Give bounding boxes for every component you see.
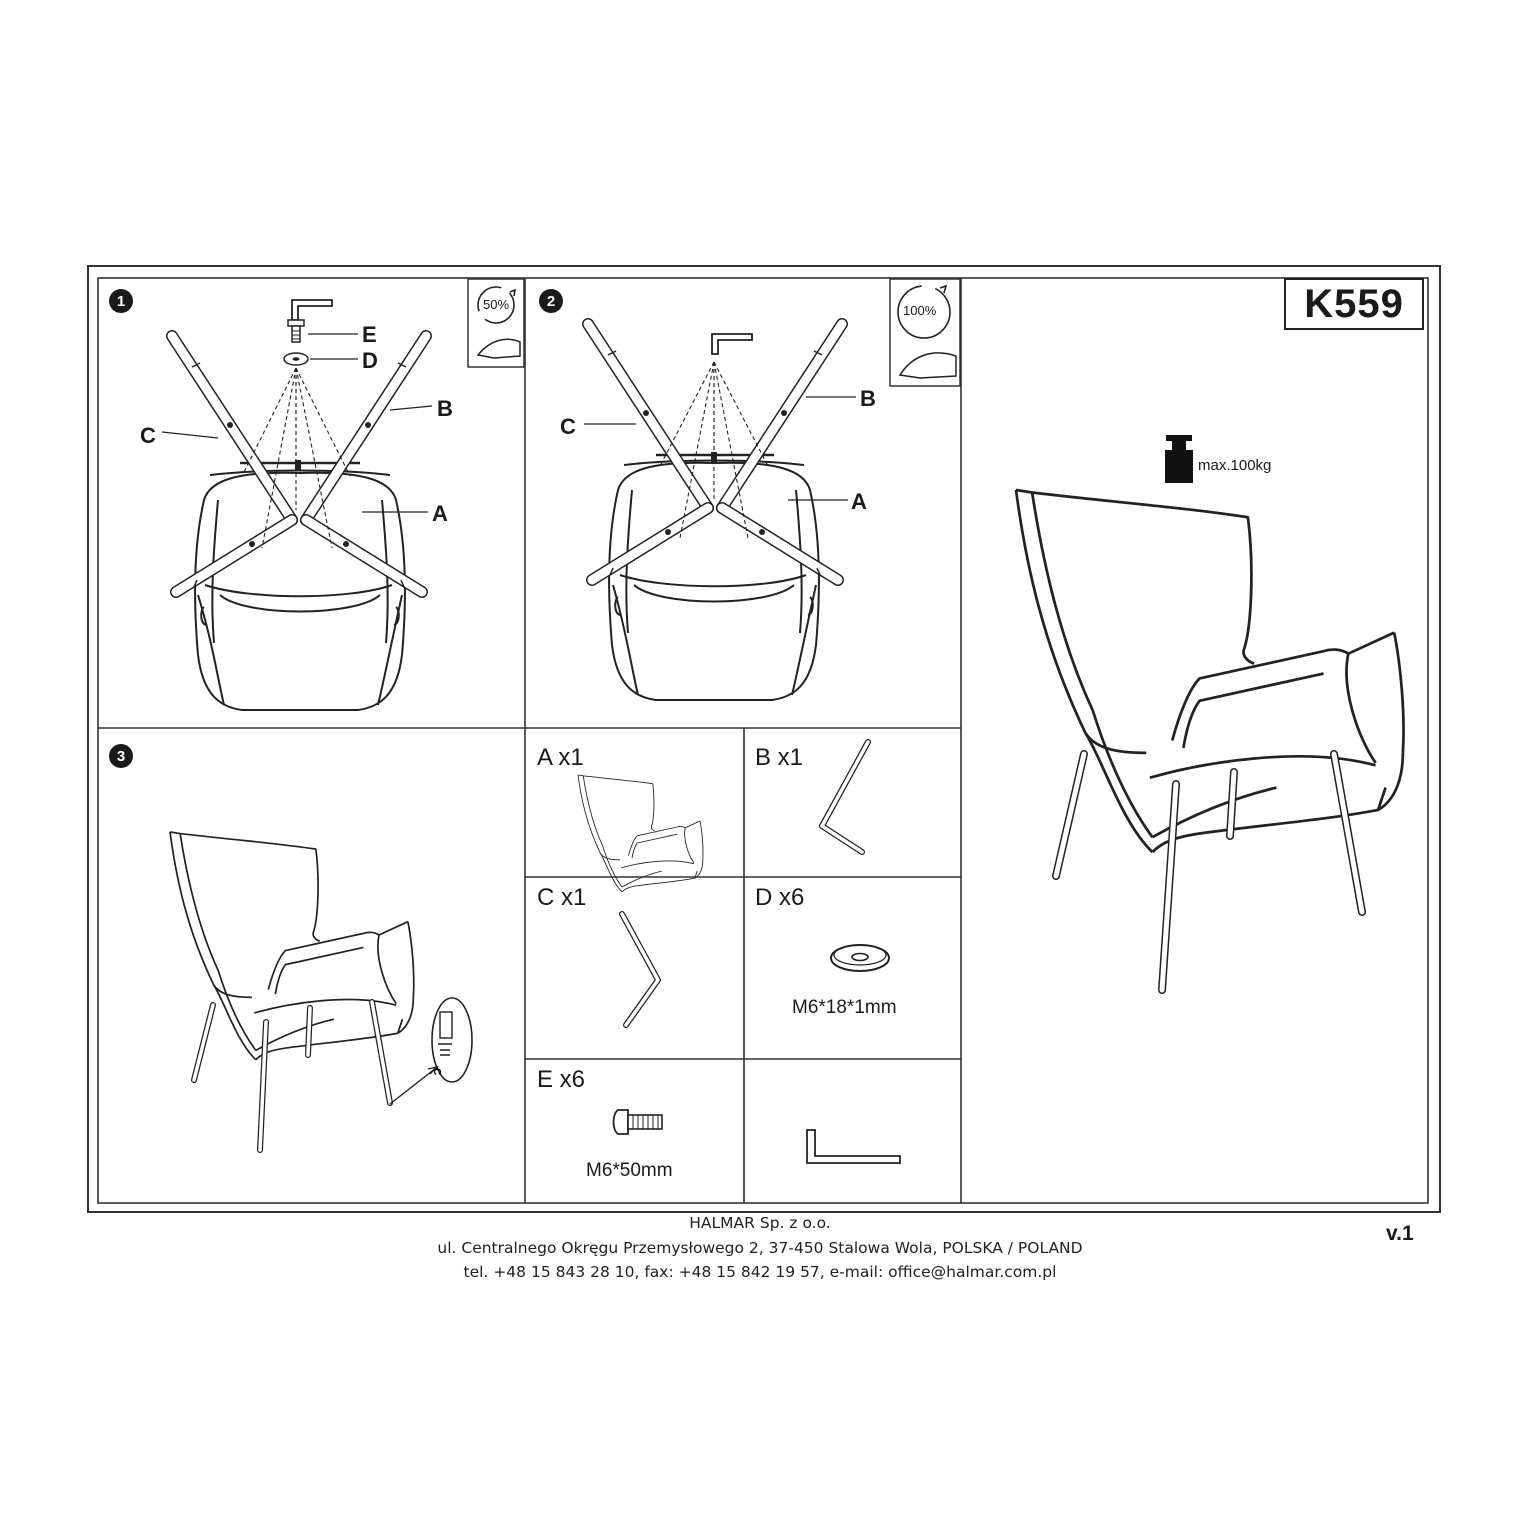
tighten-50-label: 50% [483, 297, 510, 312]
tighten-100-box [890, 279, 960, 386]
max-load-label: max.100kg [1198, 457, 1272, 474]
footer-company: HALMAR Sp. z o.o. [689, 1214, 831, 1232]
part-d-label: D x6 [755, 884, 805, 911]
callout-b: B [437, 396, 453, 421]
part-c-illustration [622, 914, 658, 1025]
finished-chair [1016, 435, 1404, 990]
callout-d: D [362, 348, 378, 373]
step2-illustration [584, 279, 960, 700]
callout-a: A [432, 501, 448, 526]
step-2-number: 2 [539, 289, 563, 313]
part-c-label: C x1 [537, 884, 587, 911]
part-b-label: B x1 [755, 744, 804, 771]
part-b-illustration [822, 742, 868, 852]
footer-contact: tel. +48 15 843 28 10, fax: +48 15 842 19 57, e-mail: office@halmar.com.pl [463, 1263, 1057, 1281]
callout-b: B [860, 386, 876, 411]
hand-icon [900, 353, 956, 378]
part-e-label: E x6 [537, 1066, 586, 1093]
callout-a: A [851, 489, 867, 514]
model-number: K559 [1284, 278, 1424, 330]
svg-text:C: C [431, 1068, 442, 1076]
weight-icon [1165, 435, 1193, 483]
callout-c: C [560, 414, 576, 439]
step3-illustration [170, 832, 472, 1150]
step-1-number: 1 [109, 289, 133, 313]
part-a-label: A x1 [537, 744, 584, 771]
screw-icon [614, 1110, 663, 1134]
callout-c: C [140, 423, 156, 448]
callout-e: E [362, 322, 377, 347]
version-label: v.1 [1386, 1222, 1414, 1245]
hex-key-icon [292, 300, 332, 320]
step1-illustration [162, 279, 524, 710]
step-3-number: 3 [109, 744, 133, 768]
washer-icon [831, 945, 889, 971]
hex-key-part-icon [807, 1130, 900, 1163]
footer-address: ul. Centralnego Okręgu Przemysłowego 2, 37-450 Stalowa Wola, POLSKA / POLAND [437, 1239, 1083, 1257]
tighten-100-label: 100% [903, 303, 937, 318]
part-d-spec: M6*18*1mm [792, 997, 897, 1018]
part-e-spec: M6*50mm [586, 1160, 673, 1181]
part-a-illustration [578, 775, 703, 892]
hex-key-icon [712, 334, 752, 354]
hand-icon [478, 339, 520, 358]
